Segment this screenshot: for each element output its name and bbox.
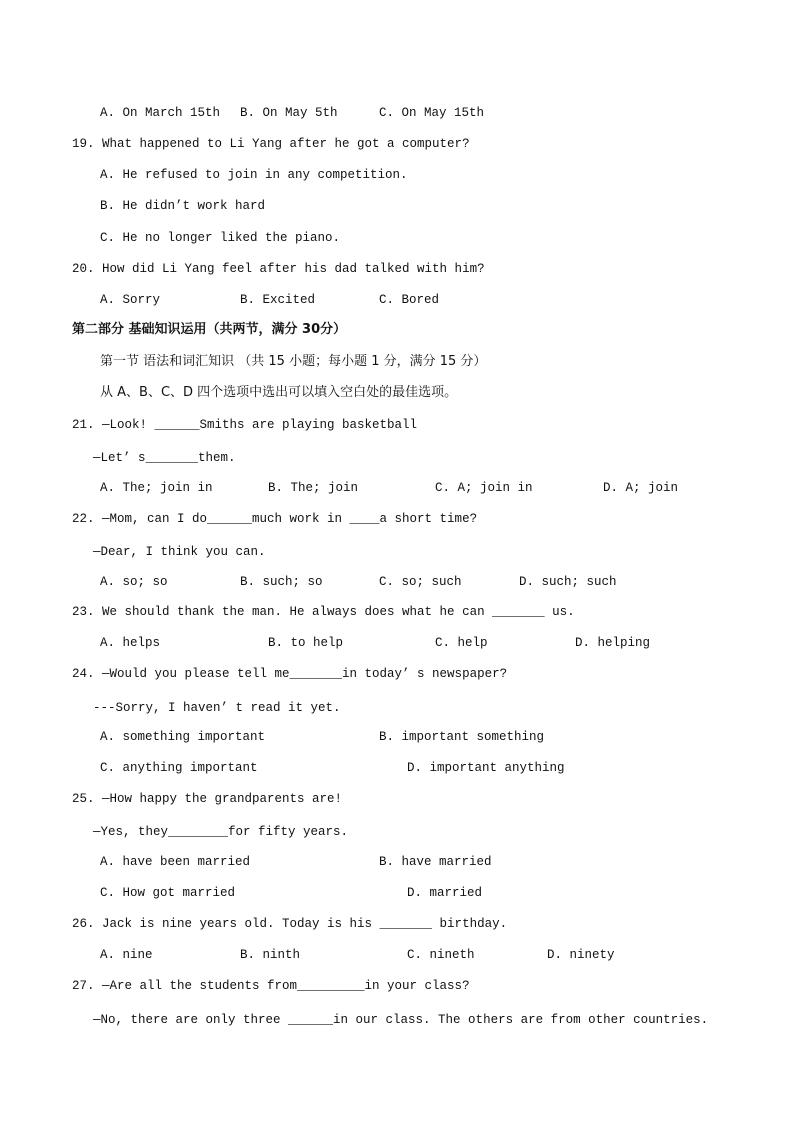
q21-option-c: C. A; join in bbox=[435, 481, 533, 495]
q19-option-c: C. He no longer liked the piano. bbox=[100, 231, 341, 245]
q25-option-b: B. have married bbox=[379, 855, 492, 869]
q24-option-d: D. important anything bbox=[407, 761, 565, 775]
q27-reply: —No, there are only three ______in our class. The others are from other countries. bbox=[93, 1013, 709, 1027]
q23-option-d: D. helping bbox=[575, 636, 651, 650]
q20-option-c: C. Bored bbox=[379, 293, 440, 307]
q23-option-c: C. help bbox=[435, 636, 488, 650]
q24-stem: 24. —Would you please tell me_______in today’ s newspaper? bbox=[72, 667, 508, 681]
q18-option-a: A. On March 15th bbox=[100, 106, 221, 120]
q26-option-b: B. ninth bbox=[240, 948, 301, 962]
q26-option-c: C. nineth bbox=[407, 948, 475, 962]
q25-stem: 25. —How happy the grandparents are! bbox=[72, 792, 343, 806]
q20-option-b: B. Excited bbox=[240, 293, 316, 307]
q24-option-b: B. important something bbox=[379, 730, 545, 744]
q22-stem: 22. —Mom, can I do______much work in ____a short time? bbox=[72, 512, 478, 526]
section1-instruction: 从 A、B、C、D 四个选项中选出可以填入空白处的最佳选项。 bbox=[100, 385, 458, 400]
q24-reply: ---Sorry, I haven’ t read it yet. bbox=[93, 701, 341, 715]
q18-option-c: C. On May 15th bbox=[379, 106, 485, 120]
q19-stem: 19. What happened to Li Yang after he got a computer? bbox=[72, 137, 470, 151]
part2-heading: 第二部分 基础知识运用（共两节，满分 30分） bbox=[72, 322, 347, 337]
q19-option-b: B. He didn’t work hard bbox=[100, 199, 266, 213]
q21-reply: —Let’ s_______them. bbox=[93, 451, 236, 465]
q25-reply: —Yes, they________for fifty years. bbox=[93, 825, 349, 839]
q24-option-a: A. something important bbox=[100, 730, 266, 744]
q23-option-a: A. helps bbox=[100, 636, 161, 650]
q26-option-d: D. ninety bbox=[547, 948, 615, 962]
section1-heading: 第一节 语法和词汇知识 （共 15 小题；每小题 1 分，满分 15 分） bbox=[100, 354, 487, 369]
q22-reply: —Dear, I think you can. bbox=[93, 545, 266, 559]
q19-option-a: A. He refused to join in any competition. bbox=[100, 168, 408, 182]
q22-option-b: B. such; so bbox=[240, 575, 323, 589]
q21-stem: 21. —Look! ______Smiths are playing basketball bbox=[72, 418, 418, 432]
q21-option-a: A. The; join in bbox=[100, 481, 213, 495]
q24-option-c: C. anything important bbox=[100, 761, 258, 775]
q23-stem: 23. We should thank the man. He always does what he can _______ us. bbox=[72, 605, 575, 619]
q25-option-a: A. have been married bbox=[100, 855, 251, 869]
q18-option-b: B. On May 5th bbox=[240, 106, 338, 120]
q27-stem: 27. —Are all the students from_________in your class? bbox=[72, 979, 470, 993]
q21-option-d: D. A; join bbox=[603, 481, 679, 495]
q25-option-d: D. married bbox=[407, 886, 483, 900]
q25-option-c: C. How got married bbox=[100, 886, 236, 900]
q20-option-a: A. Sorry bbox=[100, 293, 161, 307]
q22-option-c: C. so; such bbox=[379, 575, 462, 589]
q21-option-b: B. The; join bbox=[268, 481, 359, 495]
q22-option-a: A. so; so bbox=[100, 575, 168, 589]
q23-option-b: B. to help bbox=[268, 636, 344, 650]
q20-stem: 20. How did Li Yang feel after his dad talked with him? bbox=[72, 262, 485, 276]
q26-stem: 26. Jack is nine years old. Today is his _______ birthday. bbox=[72, 917, 508, 931]
q26-option-a: A. nine bbox=[100, 948, 153, 962]
q22-option-d: D. such; such bbox=[519, 575, 617, 589]
